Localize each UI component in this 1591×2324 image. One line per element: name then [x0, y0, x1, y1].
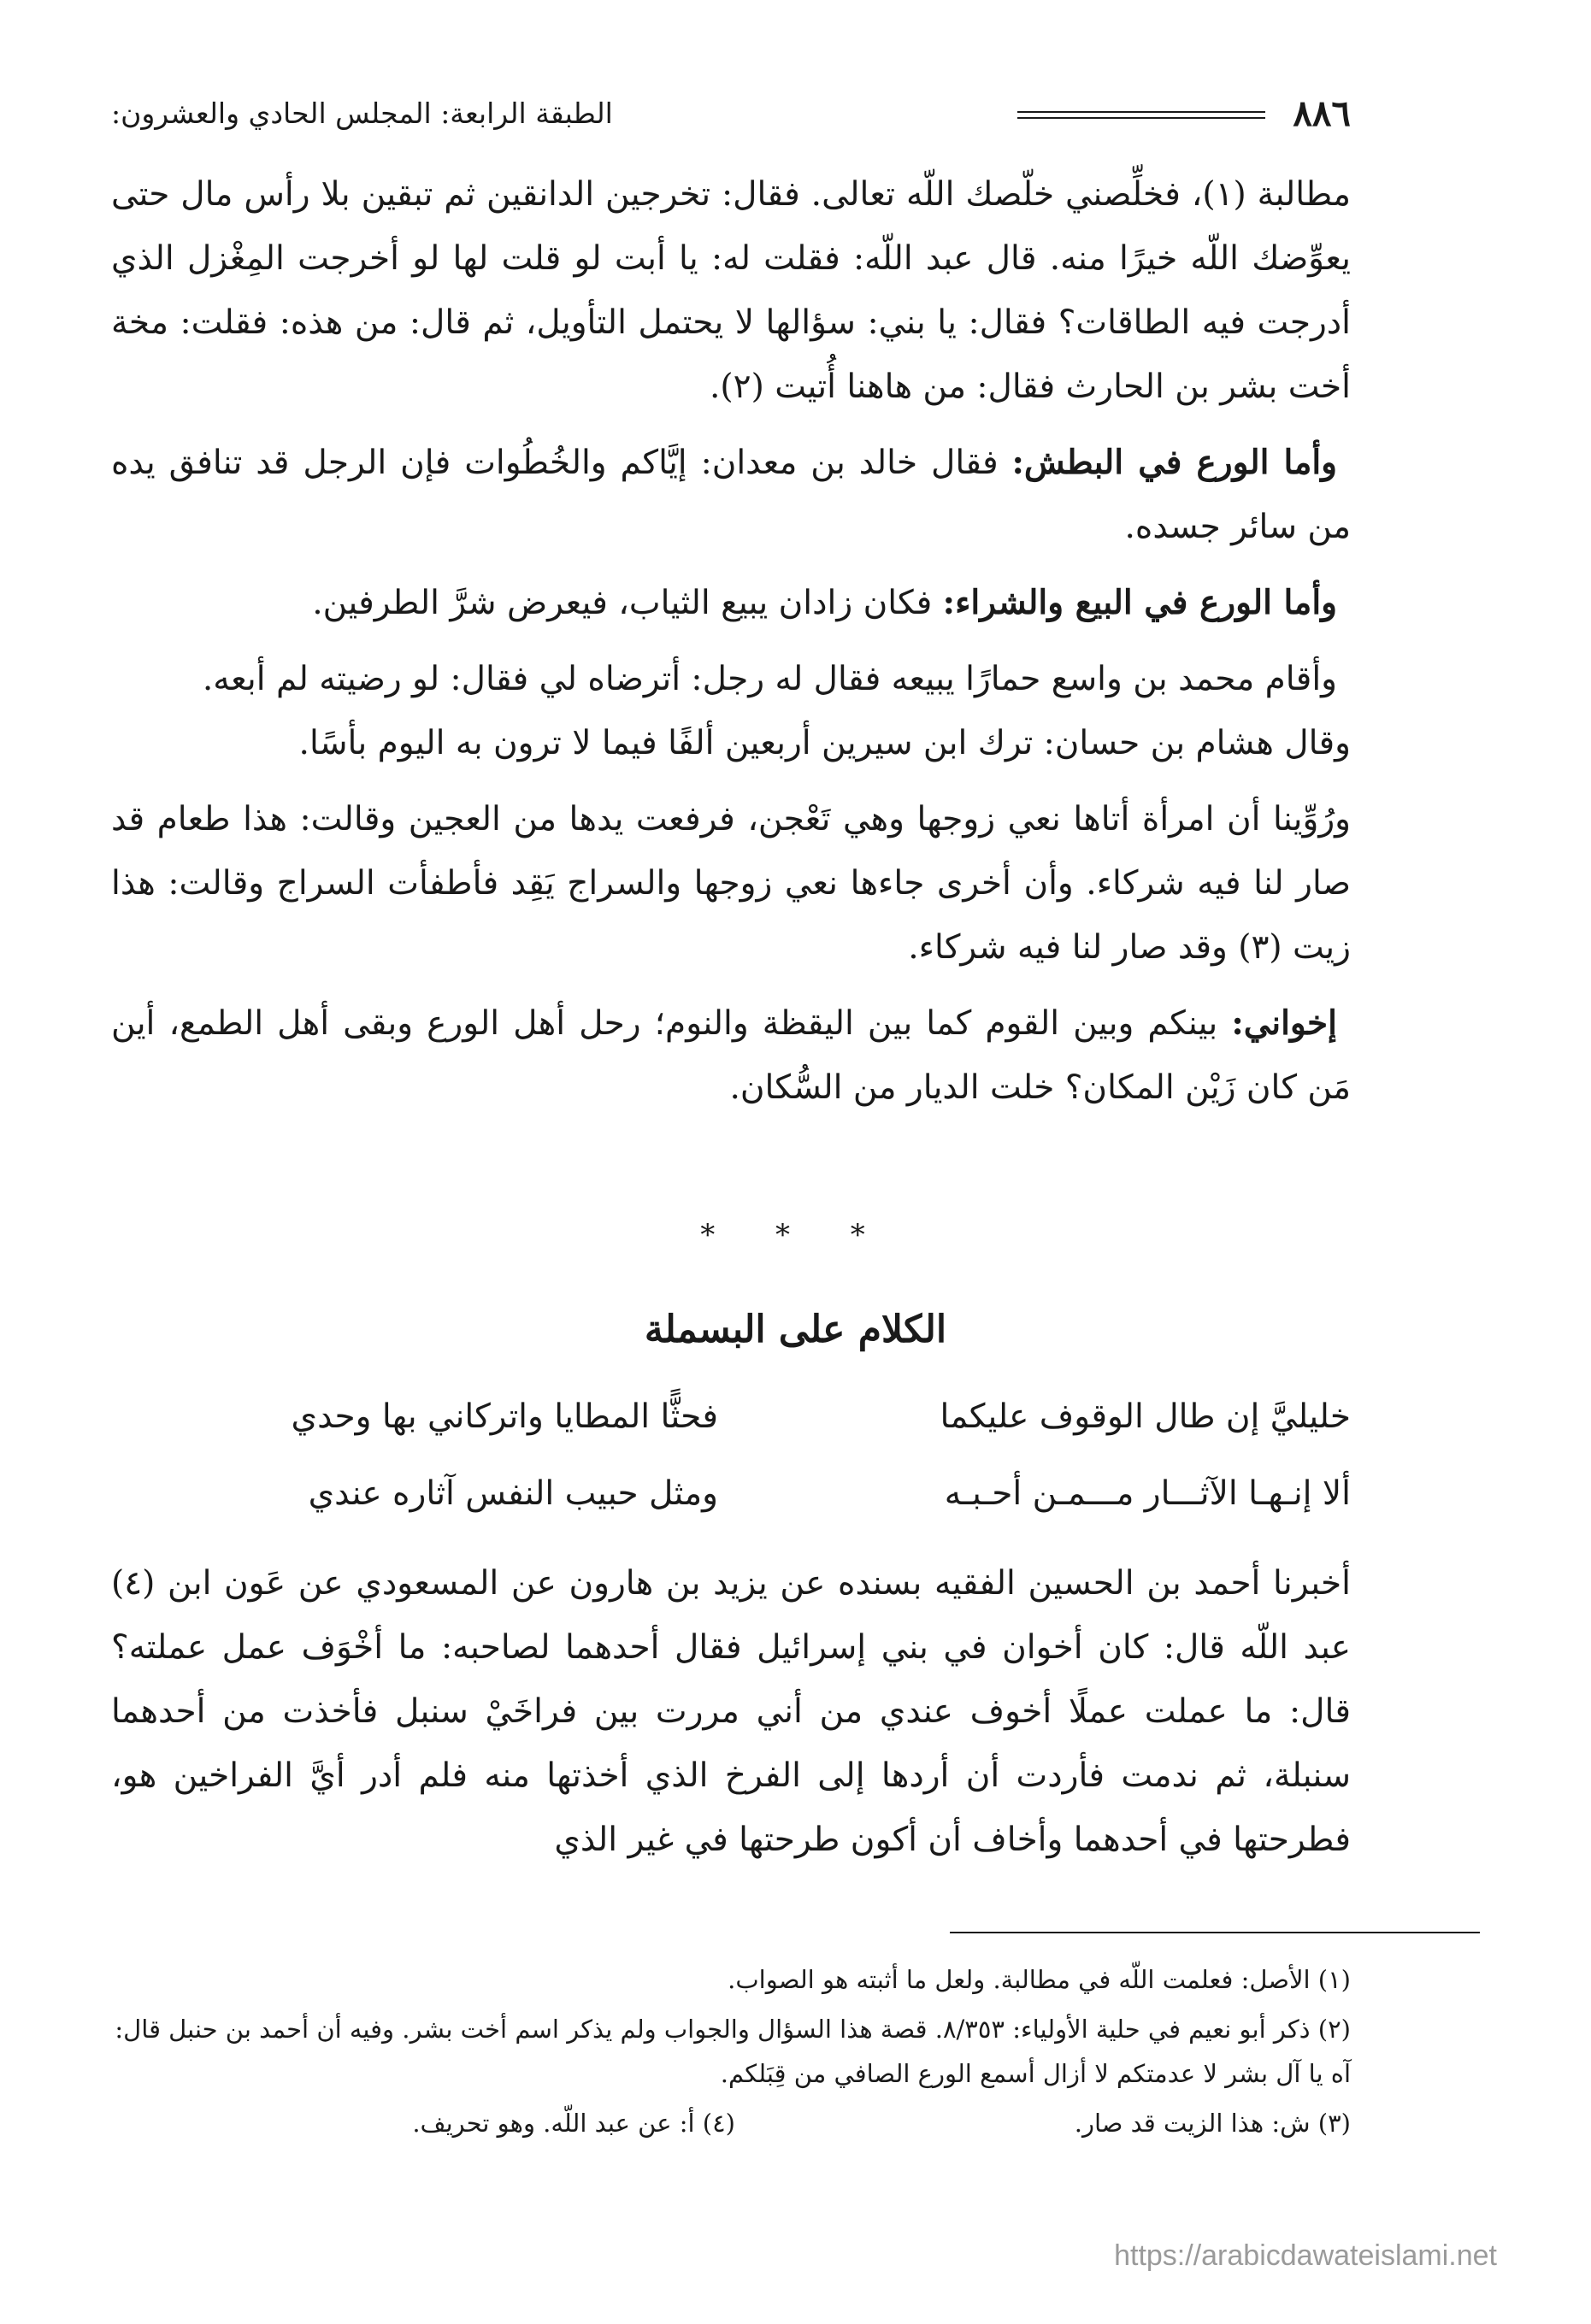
paragraph: أخبرنا أحمد بن الحسين الفقيه بسنده عن يزيد بن هارون عن المسعودي عن عَون ابن (٤) عبد اللّه قال: كان أخوان في بني إسرائيل فقال أحدهما لصاحبه: ما أخْوَف عمل عملته؟ قال: ما عملت عملًا أخوف عندي من أني مررت بين فراخَيْ سنبل فأخذت من أحدهما سنبلة، ثم ندمت فأردت أن أردها إلى الفرخ الذي أخذتها منه فلم أدر أيَّ الفراخين هو، فطرحتها في أحدهما وأخاف أن أكون طرحتها في غير الذي [111, 1564, 1351, 1859]
paragraph-lead: وأما الورع في البيع والشراء: [942, 583, 1337, 622]
paragraph-lead: وأما الورع في البطش: [1011, 443, 1337, 482]
narration-text [111, 1551, 1351, 1884]
paragraph-text: مطالبة (١)، فخلِّصني خلّصك اللّه تعالى. فقال: تخرجين الدانقين ثم تبقين بلا رأس مال حتى يعوِّضك اللّه خيرًا منه. قال عبد اللّه: فقلت له: يا أبت لو قلت لها لو أخرجت المِغْزل الذي أدرجت فيه الطاقات؟ فقال: يا بني: سؤالها لا يحتمل التأويل، ثم قال: من هذه: فقلت: مخة أخت بشر بن الحارث فقال: من هاهنا أُتيت (٢). [111, 175, 1351, 406]
paragraph [111, 431, 1351, 559]
paragraph-text: وأقام محمد بن واسع حمارًا يبيعه فقال له رجل: أترضاه لي فقال: لو رضيته لم أبعه. [202, 660, 1337, 698]
poem-verse [171, 1389, 1351, 1466]
section-separator: * * * [700, 1218, 891, 1252]
main-text [111, 162, 1351, 1132]
paragraph [111, 991, 1351, 1120]
paragraph-text: وقال هشام بن حسان: ترك ابن سيرين أربعين ألفًا فيما لا ترون به اليوم بأسًا. [298, 724, 1351, 762]
paragraph [111, 571, 1351, 635]
footnote-divider [950, 1932, 1480, 1933]
footnote: (٣) ش: هذا الزيت قد صار. [1074, 2109, 1351, 2138]
paragraph [111, 647, 1351, 711]
watermark-url: https://arabicdawateislami.net [1114, 2239, 1497, 2272]
paragraph-text: ورُوِّينا أن امرأة أتاها نعي زوجها وهي تَعْجن، فرفعت يدها من العجين وقالت: هذا طعام قد صار لنا فيه شركاء. وأن أخرى جاءها نعي زوجها والسراج يَقِد فأطفأت السراج وقالت: هذا زيت (٣) وقد صار لنا فيه شركاء. [111, 800, 1351, 967]
paragraph-lead: إخواني: [1231, 1003, 1337, 1043]
footnotes [111, 1957, 1351, 2149]
footnote: (٤) أ: عن عبد اللّه. وهو تحريف. [412, 2109, 735, 2138]
paragraph [111, 787, 1351, 980]
poem [171, 1389, 1351, 1543]
paragraph-text: فكان زادان يبيع الثياب، فيعرض شرَّ الطرفين. [312, 584, 943, 622]
page-header [111, 92, 1351, 135]
paragraph-text: فقال خالد بن معدان: إيَّاكم والخُطُوات فإن الرجل قد تنافق يده من سائر جسده. [111, 444, 1351, 546]
header-double-rule [1017, 111, 1265, 119]
paragraph [111, 162, 1351, 419]
running-title: الطبقة الرابعة: المجلس الحادي والعشرون: [111, 97, 613, 130]
poem-second-hemistich: فحثًّا المطايا واتركاني بها وحدي [291, 1397, 718, 1436]
footnote-row [111, 2101, 1351, 2149]
poem-second-hemistich: ومثل حبيب النفس آثاره عندي [308, 1474, 718, 1513]
paragraph [111, 711, 1351, 775]
page-number: ٨٨٦ [1293, 92, 1351, 134]
paragraph-text: بينكم وبين القوم كما بين اليقظة والنوم؛ رحل أهل الورع وبقى أهل الطمع، أين مَن كان زَيْن المكان؟ خلت الديار من السُّكان. [111, 1004, 1351, 1107]
poem-verse [171, 1466, 1351, 1543]
footnote: (١) الأصل: فعلمت اللّه في مطالبة. ولعل ما أثبته هو الصواب. [728, 1965, 1351, 1994]
poem-first-hemistich: خليليَّ إن طال الوقوف عليكما [940, 1397, 1351, 1436]
poem-first-hemistich: ألا إنـهـا الآثـــار مـــمـن أحـبـه [944, 1474, 1351, 1513]
section-title: الكلام على البسملة [644, 1308, 947, 1351]
footnote: (٢) ذكر أبو نعيم في حلية الأولياء: ٨/٣٥٣. قصة هذا السؤال والجواب ولم يذكر اسم أخت بشر. وفيه أن أحمد بن حنبل قال: آه يا آل بشر لا عدمتكم لا أزال أسمع الورع الصافي من قِبَلكم. [115, 2015, 1351, 2088]
